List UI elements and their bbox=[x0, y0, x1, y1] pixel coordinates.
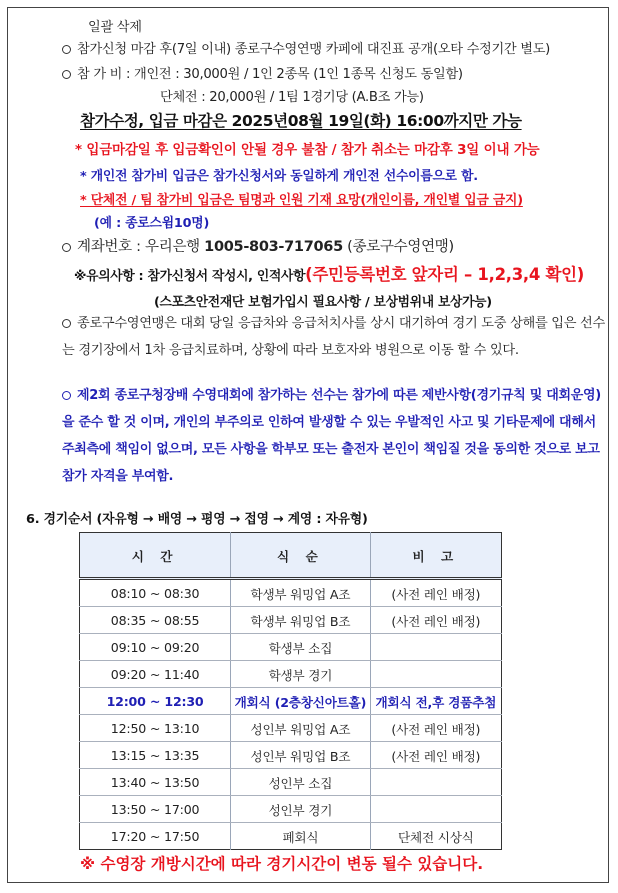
circle-bullet-icon bbox=[62, 70, 71, 79]
cell-time: 12:50 ~ 13:10 bbox=[80, 715, 231, 742]
cell-event: 학생부 소집 bbox=[231, 634, 371, 661]
circle-bullet-icon bbox=[62, 45, 71, 54]
cell-event: 학생부 워밍업 A조 bbox=[231, 579, 371, 607]
schedule-footer-note: ※ 수영장 개방시간에 따라 경기시간이 변동 될수 있습니다. bbox=[80, 855, 484, 873]
caution-sub: (스포츠안전재단 보험가입시 필요사항 / 보상범위내 보상가능) bbox=[154, 295, 492, 310]
intro-line: 일괄 삭제 bbox=[88, 20, 142, 35]
table-row bbox=[80, 579, 502, 607]
cell-time: 09:10 ~ 09:20 bbox=[80, 634, 231, 661]
table-row bbox=[80, 634, 502, 661]
deadline-heading: 참가수정, 입금 마감은 2025년08월 19일(화) 16:00까지만 가능 bbox=[80, 112, 522, 130]
bracket-release-item: 참가신청 마감 후(7일 이내) 종로구수영연맹 카페에 대진표 공개(오타 수정기간 별도) bbox=[62, 38, 550, 57]
caution-line: ※유의사항 : 참가신청서 작성시, 인적사항(주민등록번호 앞자리 – 1,2,3,4 확인) bbox=[74, 265, 585, 284]
cell-event: 학생부 워밍업 B조 bbox=[231, 607, 371, 634]
cell-event: 성인부 소집 bbox=[231, 769, 371, 796]
cell-note bbox=[370, 661, 501, 688]
medical-paragraph: 종로구수영연맹은 대회 당일 응급차와 응급처치사를 상시 대기하여 경기 도중 상해를 입은 선수는 경기장에서 1차 응급치료하며, 상황에 따라 보호자와 병원으로 이동 할 수 있다. bbox=[62, 316, 605, 358]
table-row-highlight bbox=[80, 688, 502, 715]
consent-paragraph: 제2회 종로구청장배 수영대회에 참가하는 선수는 참가에 따른 제반사항(경기규칙 및 대회운영)을 준수 할 것 이며, 개인의 부주의로 인하여 발생할 수 있는 우발적인 사고 및 기타문제에 대해서 주최측에 책임이 없으며, 모든 사항을 학부모 또는 출전자 본인이 책임질 것을 동의한 것으로 보고 참가 자격을 부여함. bbox=[62, 388, 601, 484]
header-time: 시 간 bbox=[80, 533, 231, 579]
cell-event: 개회식 (2층창신아트홀) bbox=[231, 688, 371, 715]
cell-note bbox=[370, 634, 501, 661]
header-note: 비 고 bbox=[370, 533, 501, 579]
table-row bbox=[80, 715, 502, 742]
cell-note: (사전 레인 배정) bbox=[370, 607, 501, 634]
fee-item: 참 가 비 : 개인전 : 30,000원 / 1인 2종목 (1인 1종목 신청도 동일함) bbox=[62, 63, 463, 82]
table-row bbox=[80, 661, 502, 688]
caution-highlight: (주민등록번호 앞자리 – 1,2,3,4 확인) bbox=[305, 265, 585, 284]
cell-event: 성인부 워밍업 B조 bbox=[231, 742, 371, 769]
note-red-1: * 입금마감일 후 입금확인이 안될 경우 불참 / 참가 취소는 마감후 3일 이내 가능 bbox=[75, 142, 540, 158]
cell-time: 13:50 ~ 17:00 bbox=[80, 796, 231, 823]
table-header-row bbox=[80, 533, 502, 579]
cell-note: 개회식 전,후 경품추첨 bbox=[370, 688, 501, 715]
cell-time: 17:20 ~ 17:50 bbox=[110, 828, 200, 844]
header-event: 식 순 bbox=[231, 533, 371, 579]
cell-note bbox=[370, 769, 501, 796]
section-6-title: 6. 경기순서 (자유형 → 배영 → 평영 → 접영 → 계영 : 자유형) bbox=[26, 512, 368, 527]
note-blue-2: (예 : 종로스윔10명) bbox=[94, 216, 210, 231]
table-row bbox=[80, 823, 502, 850]
circle-bullet-icon bbox=[62, 391, 71, 400]
cell-note: 단체전 시상식 bbox=[370, 823, 501, 850]
cell-time: 13:40 ~ 13:50 bbox=[80, 769, 231, 796]
table-row bbox=[80, 607, 502, 634]
cell-time: 08:35 ~ 08:55 bbox=[80, 607, 231, 634]
note-blue-1: * 개인전 참가비 입금은 참가신청서와 동일하게 개인전 선수이름으로 함. bbox=[80, 169, 478, 184]
table-row bbox=[80, 796, 502, 823]
cell-event: 성인부 경기 bbox=[231, 796, 371, 823]
cell-note: (사전 레인 배정) bbox=[370, 579, 501, 607]
cell-note bbox=[370, 796, 501, 823]
cell-note: (사전 레인 배정) bbox=[370, 715, 501, 742]
cell-event: 성인부 워밍업 A조 bbox=[231, 715, 371, 742]
fee-team: 단체전 : 20,000원 / 1팀 1경기당 (A.B조 가능) bbox=[160, 90, 424, 105]
note-red-2: * 단체전 / 팀 참가비 입금은 팀명과 인원 기재 요망(개인이름, 개인별 입금 금지) bbox=[80, 193, 523, 208]
table-row bbox=[80, 742, 502, 769]
cell-time: 12:00 ~ 12:30 bbox=[80, 688, 231, 715]
cell-event: 학생부 경기 bbox=[231, 661, 371, 688]
cell-time: 08:10 ~ 08:30 bbox=[80, 579, 231, 607]
circle-bullet-icon bbox=[62, 243, 71, 252]
cell-note: (사전 레인 배정) bbox=[370, 742, 501, 769]
circle-bullet-icon bbox=[62, 319, 71, 328]
table-row bbox=[80, 769, 502, 796]
schedule-table bbox=[79, 532, 502, 850]
account-item: 계좌번호 : 우리은행 1005-803-717065 (종로구수영연맹) bbox=[62, 235, 454, 256]
cell-time: 13:15 ~ 13:35 bbox=[80, 742, 231, 769]
cell-time: 09:20 ~ 11:40 bbox=[80, 661, 231, 688]
cell-event: 폐회식 bbox=[231, 823, 371, 850]
account-number: 1005-803-717065 bbox=[204, 239, 343, 255]
